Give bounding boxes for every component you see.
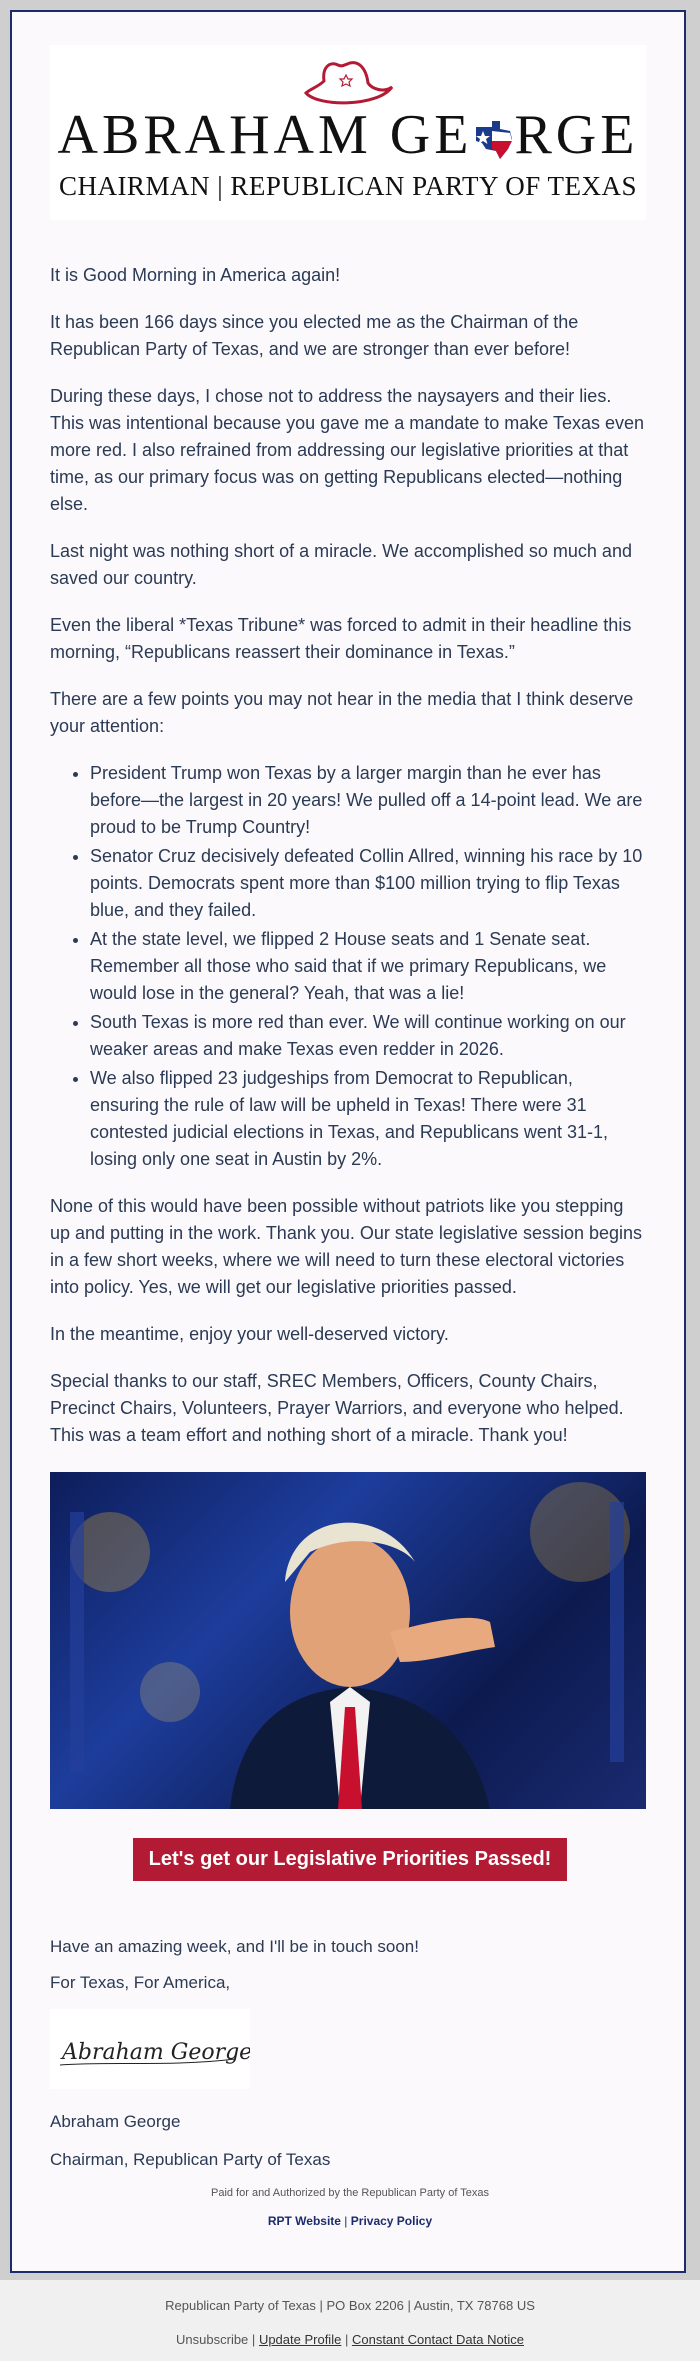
privacy-policy-link[interactable]: Privacy Policy [350, 2214, 433, 2228]
signer-title: Chairman, Republican Party of Texas [50, 2150, 331, 2169]
paid-disclaimer: Paid for and Authorized by the Republican Party of Texas [210, 2187, 490, 2199]
update-profile-link[interactable]: Update Profile [258, 2332, 342, 2347]
disclaimer-links [12, 2214, 688, 2228]
trump-photo [50, 1472, 646, 1809]
legislative-priorities-button[interactable]: Let's get our Legislative Priorities Passed! [133, 1838, 568, 1881]
logo-subtitle: CHAIRMAN | REPUBLICAN PARTY OF TEXAS [58, 171, 638, 201]
cta-wrapper [12, 1838, 688, 1881]
paragraph: Even the liberal *Texas Tribune* was forced to admit in their headline this morning, “Republicans reassert their dominance in Texas.” [50, 615, 632, 662]
separator: | [251, 2332, 256, 2347]
signature-image [50, 2009, 250, 2089]
signature-text: Abraham George [62, 2040, 250, 2065]
highlights-list [50, 760, 646, 1173]
separator: | [344, 2332, 349, 2347]
list-item: • President Trump won Texas by a larger margin than he ever has before—the largest in 20 years! We pulled off a 14-point lead. We are proud to be Trump Country! [90, 760, 646, 841]
email-body [50, 262, 646, 1469]
closing-line: For Texas, For America, [50, 1973, 231, 1992]
cowboy-hat-icon [298, 59, 398, 109]
list-item: • South Texas is more red than ever. We will continue working on our weaker areas and make Texas even redder in 2026. [90, 1009, 646, 1063]
footer-links [0, 2332, 700, 2347]
paragraph: Last night was nothing short of a miracle. We accomplished so much and saved our country. [50, 541, 632, 588]
photo-illustration [50, 1472, 646, 1809]
separator: | [344, 2214, 348, 2228]
email-container [10, 10, 686, 2273]
signature-illustration [50, 2009, 250, 2089]
unsubscribe-link[interactable]: Unsubscribe [176, 2332, 249, 2347]
closing [50, 1935, 646, 1995]
paragraph: There are a few points you may not hear in the media that I think deserve your attention: [50, 689, 634, 736]
list-item: • We also flipped 23 judgeships from Democrat to Republican, ensuring the rule of law will be upheld in Texas! There were 31 contested judicial elections in Texas, and Republicans went 31-1, losing only one seat in Austin by 2%. [90, 1065, 646, 1173]
constant-contact-data-notice-link[interactable]: Constant Contact Data Notice [351, 2332, 524, 2347]
paragraph: It has been 166 days since you elected me as the Chairman of the Republican Party of Texas, and we are stronger than ever before! [50, 312, 579, 359]
paragraph: Special thanks to our staff, SREC Members, Officers, County Chairs, Precinct Chairs, Volunteers, Prayer Warriors, and everyone who helped. This was a team effort and nothing short of a miracle. Thank you! [50, 1371, 624, 1445]
header-logo [50, 45, 646, 220]
greeting: It is Good Morning in America again! [50, 265, 341, 285]
closing-line: Have an amazing week, and I'll be in touch soon! [50, 1937, 419, 1956]
signer-name: Abraham George [50, 2112, 181, 2131]
list-item: • At the state level, we flipped 2 House seats and 1 Senate seat. Remember all those who said that if we primary Republicans, we would lose in the general? Yeah, that was a lie! [90, 926, 646, 1007]
paragraph: None of this would have been possible without patriots like you stepping up and putting in the work. Thank you. Our state legislative session begins in a few short weeks, where we will need to turn these electoral victories into policy. Yes, we will get our legislative priorities passed. [50, 1196, 643, 1297]
paragraph: In the meantime, enjoy your well-deserved victory. [50, 1324, 449, 1344]
rpt-website-link[interactable]: RPT Website [267, 2214, 341, 2228]
paragraph: During these days, I chose not to address the naysayers and their lies. This was intentional because you gave me a mandate to make Texas even more red. I also refrained from addressing our legislative priorities at that time, as our primary focus was on getting Republicans elected—nothing else. [50, 386, 645, 514]
list-item: • Senator Cruz decisively defeated Collin Allred, winning his race by 10 points. Democrats spent more than $100 million trying to flip Texas blue, and they failed. [90, 843, 646, 924]
footer-background [0, 2280, 700, 2361]
signer-block [50, 2110, 330, 2186]
texas-flag-icon [472, 119, 514, 161]
footer-address: Republican Party of Texas | PO Box 2206 | Austin, TX 78768 US [165, 2298, 535, 2313]
logo-name: ABRAHAM GE RGE [57, 104, 639, 166]
